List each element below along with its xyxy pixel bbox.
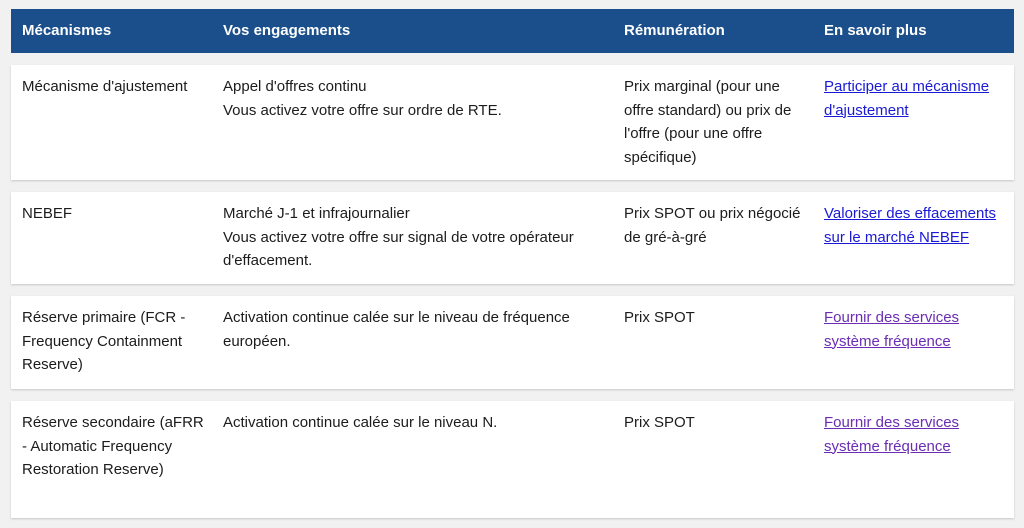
table-header xyxy=(11,9,1014,53)
remuneration-cell: Prix SPOT xyxy=(624,309,695,326)
link-nebef[interactable]: Valoriser des effacements sur le marché NEBEF xyxy=(824,205,997,246)
remuneration-cell: Prix marginal (pour une offre standard) ou prix de l'offre (pour une offre spécifique) xyxy=(624,78,792,166)
table-row xyxy=(11,192,1014,284)
engagements-cell: Marché J-1 et infrajournalier Vous activez votre offre sur signal de votre opérateur d'effacement. xyxy=(223,205,574,269)
engagements-cell: Activation continue calée sur le niveau de fréquence européen. xyxy=(223,309,570,350)
link-frequency-services[interactable]: Fournir des services système fréquence xyxy=(824,414,960,455)
link-frequency-services[interactable]: Fournir des services système fréquence xyxy=(824,309,960,350)
table-row xyxy=(11,401,1014,518)
table-row xyxy=(11,65,1014,180)
header-learn-more: En savoir plus xyxy=(824,22,927,39)
header-engagements: Vos engagements xyxy=(223,22,351,39)
mechanism-cell: Réserve primaire (FCR - Frequency Containment Reserve) xyxy=(22,309,186,373)
remuneration-cell: Prix SPOT ou prix négocié de gré-à-gré xyxy=(624,205,801,246)
table-row xyxy=(11,296,1014,389)
remuneration-cell: Prix SPOT xyxy=(624,414,695,431)
header-remuneration: Rémunération xyxy=(624,22,725,39)
header-mechanisms: Mécanismes xyxy=(22,22,112,39)
mechanisms-table xyxy=(11,9,1014,518)
mechanism-cell: Mécanisme d'ajustement xyxy=(22,78,188,95)
mechanism-cell: Réserve secondaire (aFRR - Automatic Frequency Restoration Reserve) xyxy=(22,414,204,478)
engagements-cell: Activation continue calée sur le niveau N. xyxy=(223,414,498,431)
mechanism-cell: NEBEF xyxy=(22,205,73,222)
link-adjustment-mechanism[interactable]: Participer au mécanisme d'ajustement xyxy=(824,78,990,119)
engagements-cell: Appel d'offres continu Vous activez votre offre sur ordre de RTE. xyxy=(223,78,502,119)
